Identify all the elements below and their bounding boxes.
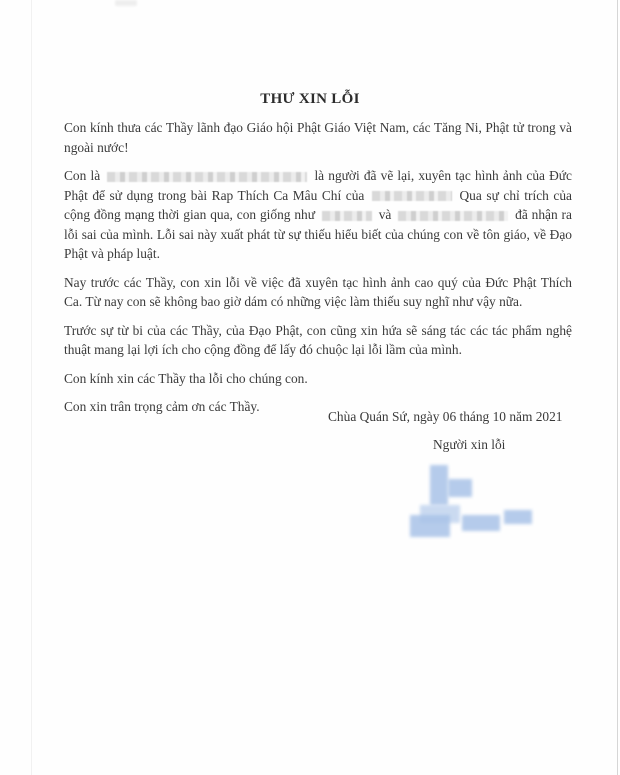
redacted-name xyxy=(372,191,452,201)
text-segment: Nay trước các Thầy, con xin lỗi về việc đã xuyên tạc hình ảnh cao quý của Đức Phật Thích Ca. Từ nay con sẽ không bao giờ dám có những việc làm thiếu suy nghĩ như vậy nữa. xyxy=(64,274,572,309)
letter-title: THƯ XIN LỖI xyxy=(260,91,360,107)
paragraph-promise xyxy=(64,321,572,360)
redacted-name xyxy=(322,211,372,221)
text-segment: Con xin trân trọng cảm ơn các Thầy. xyxy=(64,399,260,414)
text-segment: Qua sự chỉ trích của cộng đồng mạng thời gian qua, con giống như xyxy=(64,187,572,222)
letter-body xyxy=(64,118,572,426)
paragraph-confession xyxy=(64,166,572,264)
text-segment: và xyxy=(378,207,392,222)
redacted-name xyxy=(107,172,307,182)
text-segment: là người đã vẽ lại, xuyên tạc hình ảnh của Đức Phật để sử dụng trong bài Rap Thích Ca Mâu Chí của xyxy=(64,168,572,203)
blurred-signature xyxy=(400,465,540,545)
signer-label: Người xin lỗi xyxy=(433,437,506,452)
place-date: Chùa Quán Sứ, ngày 06 tháng 10 năm 2021 xyxy=(328,409,563,424)
greeting-text: Con kính thưa các Thầy lãnh đạo Giáo hội Phật Giáo Việt Nam, các Tăng Ni, Phật tử trong và ngoài nước! xyxy=(64,120,572,155)
redacted-name xyxy=(398,211,508,221)
faint-header-mark xyxy=(115,0,137,6)
text-segment: Trước sự từ bi của các Thầy, của Đạo Phật, con cũng xin hứa sẽ sáng tác các tác phẩm nghệ thuật mang lại lợi ích cho cộng đồng để lấy đó chuộc lại lỗi lầm của mình. xyxy=(64,322,572,357)
page-edge-left xyxy=(31,0,32,775)
paragraph-greeting xyxy=(64,118,572,157)
paragraph-apology xyxy=(64,273,572,312)
text-segment: đã nhận ra lỗi sai của mình. Lỗi sai này xuất phát từ sự thiếu hiểu biết của chúng con về tôn giáo, về Đạo Phật và pháp luật. xyxy=(64,207,572,261)
text-segment: Con là xyxy=(64,168,101,183)
paragraph-forgiveness xyxy=(64,369,572,389)
page-edge-right xyxy=(617,0,618,775)
text-segment: Con kính xin các Thầy tha lỗi cho chúng con. xyxy=(64,370,308,386)
